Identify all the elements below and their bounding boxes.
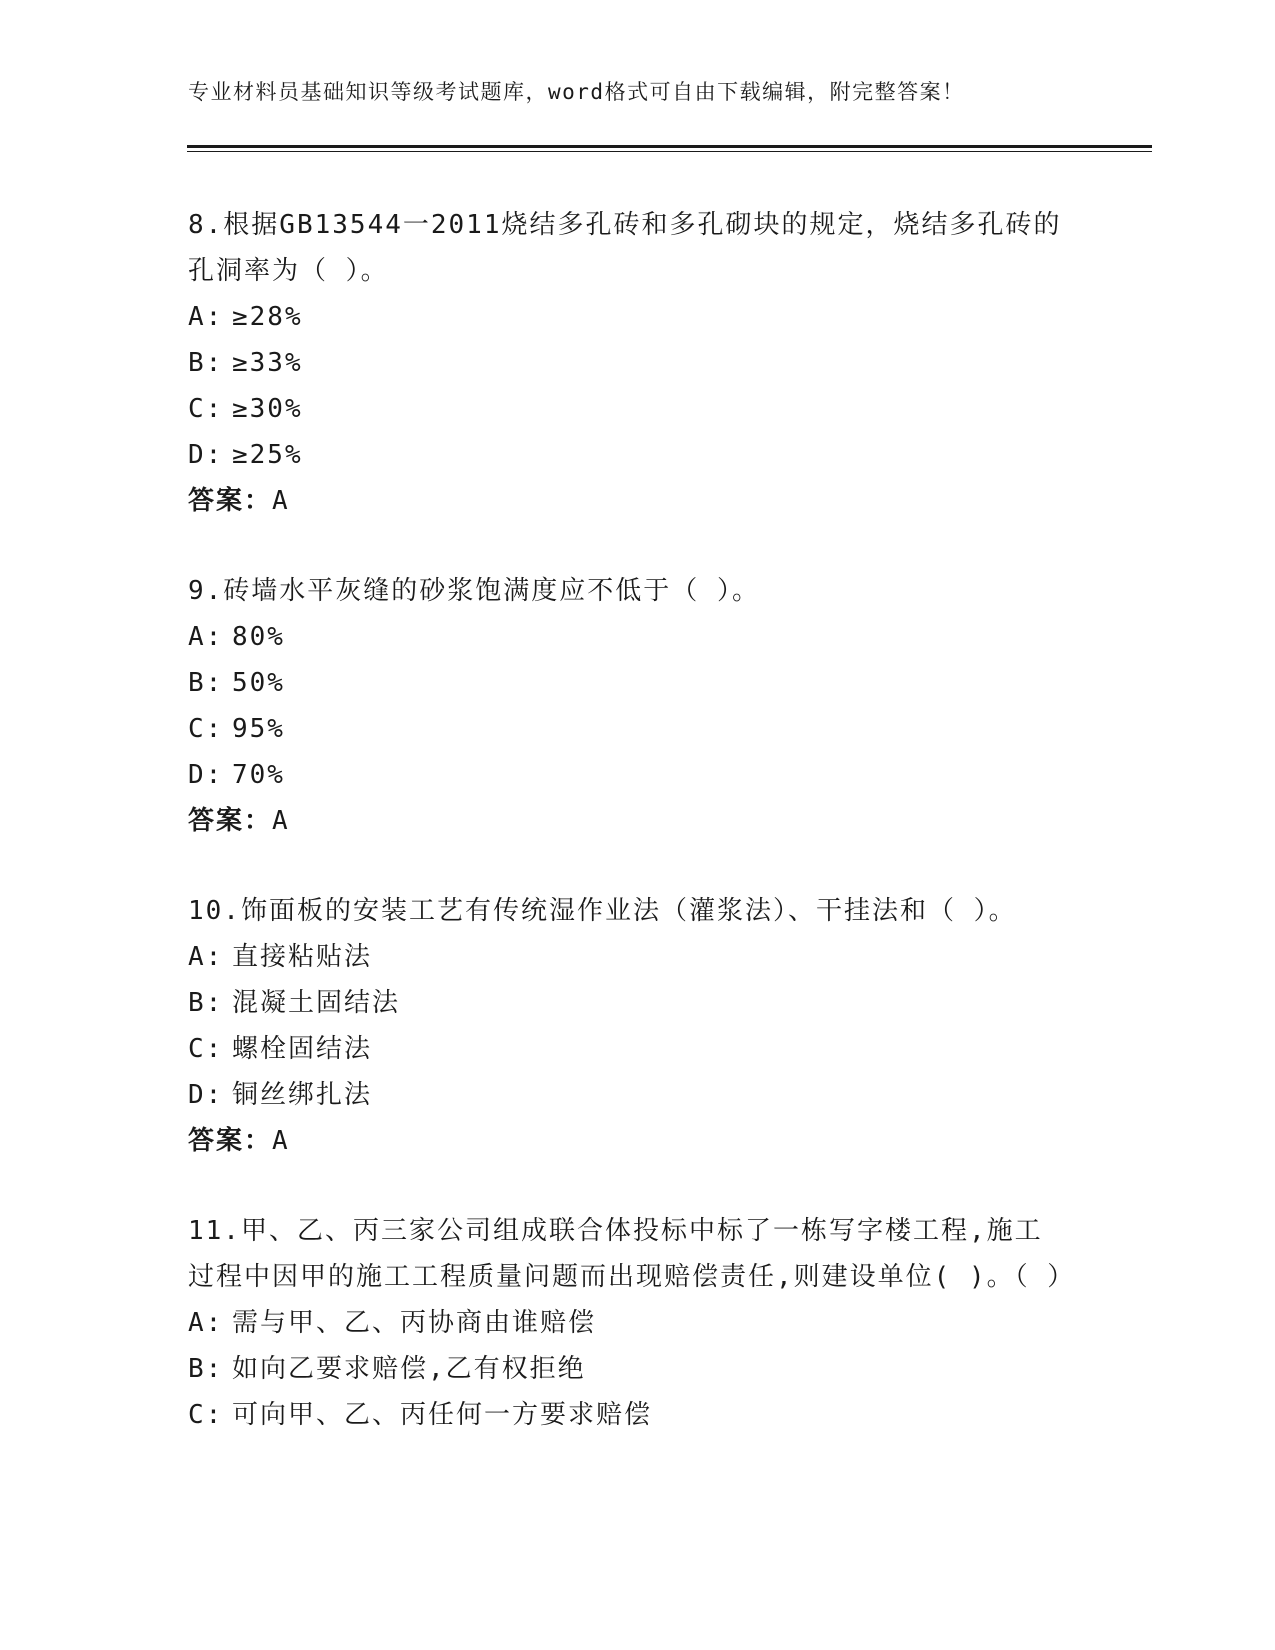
- option-label: B:: [188, 1354, 224, 1384]
- option-label: D:: [188, 1080, 224, 1110]
- option-b: [188, 1346, 1088, 1392]
- option-b: [188, 340, 1088, 386]
- option-label: A:: [188, 942, 224, 972]
- option-label: A:: [188, 622, 224, 652]
- option-label: C:: [188, 714, 224, 744]
- option-c: [188, 706, 1088, 752]
- option-a: [188, 934, 1088, 980]
- option-text: ≥30%: [232, 394, 303, 424]
- option-d: [188, 432, 1088, 478]
- answer-value: A: [272, 806, 290, 836]
- header-divider: [187, 145, 1152, 148]
- question-11: [188, 1208, 1088, 1438]
- option-text: 70%: [232, 760, 285, 790]
- option-text: 直接粘贴法: [232, 942, 373, 972]
- option-text: ≥33%: [232, 348, 303, 378]
- option-text: 混凝土固结法: [232, 988, 401, 1018]
- answer-line: [188, 478, 1088, 524]
- answer-label: 答案：: [188, 806, 273, 836]
- option-text: 需与甲、乙、丙协商由谁赔偿: [232, 1308, 597, 1338]
- option-text: 95%: [232, 714, 285, 744]
- option-label: A:: [188, 302, 224, 332]
- option-a: [188, 294, 1088, 340]
- option-text: 螺栓固结法: [232, 1034, 373, 1064]
- option-label: A:: [188, 1308, 224, 1338]
- answer-value: A: [272, 1126, 290, 1156]
- option-label: B:: [188, 668, 224, 698]
- option-text: 可向甲、乙、丙任何一方要求赔偿: [232, 1400, 653, 1430]
- option-label: D:: [188, 440, 224, 470]
- question-stem: 9.砖墙水平灰缝的砂浆饱满度应不低于（ ）。: [188, 576, 760, 606]
- option-label: D:: [188, 760, 224, 790]
- option-label: B:: [188, 348, 224, 378]
- option-c: [188, 386, 1088, 432]
- option-text: 50%: [232, 668, 285, 698]
- option-label: C:: [188, 1400, 224, 1430]
- question-8: [188, 202, 1088, 524]
- answer-value: A: [272, 486, 290, 516]
- answer-label: 答案：: [188, 1126, 273, 1156]
- question-10: [188, 888, 1088, 1164]
- option-text: 80%: [232, 622, 285, 652]
- option-b: [188, 980, 1088, 1026]
- option-label: C:: [188, 1034, 224, 1064]
- option-text: ≥28%: [232, 302, 303, 332]
- option-d: [188, 1072, 1088, 1118]
- option-a: [188, 1300, 1088, 1346]
- option-label: C:: [188, 394, 224, 424]
- option-label: B:: [188, 988, 224, 1018]
- option-text: 如向乙要求赔偿,乙有权拒绝: [232, 1354, 586, 1384]
- answer-line: [188, 1118, 1088, 1164]
- question-stem: 10.饰面板的安装工艺有传统湿作业法（灌浆法）、干挂法和（ ）。: [188, 896, 1017, 926]
- answer-label: 答案：: [188, 486, 273, 516]
- answer-line: [188, 798, 1088, 844]
- option-c: [188, 1026, 1088, 1072]
- header-divider-thin: [187, 151, 1152, 152]
- question-9: [188, 568, 1088, 844]
- option-text: ≥25%: [232, 440, 303, 470]
- page-header: 专业材料员基础知识等级考试题库，word格式可自由下载编辑，附完整答案！: [188, 80, 965, 104]
- option-b: [188, 660, 1088, 706]
- question-stem: 11.甲、乙、丙三家公司组成联合体投标中标了一栋写字楼工程,施工过程中因甲的施工工程质量问题而出现赔偿责任,则建设单位( )。（ ）: [188, 1216, 1076, 1292]
- option-d: [188, 752, 1088, 798]
- question-list: [188, 202, 1088, 1482]
- option-a: [188, 614, 1088, 660]
- option-c: [188, 1392, 1088, 1438]
- option-text: 铜丝绑扎法: [232, 1080, 373, 1110]
- question-stem: 8.根据GB13544一2011烧结多孔砖和多孔砌块的规定，烧结多孔砖的孔洞率为（ ）。: [188, 210, 1062, 286]
